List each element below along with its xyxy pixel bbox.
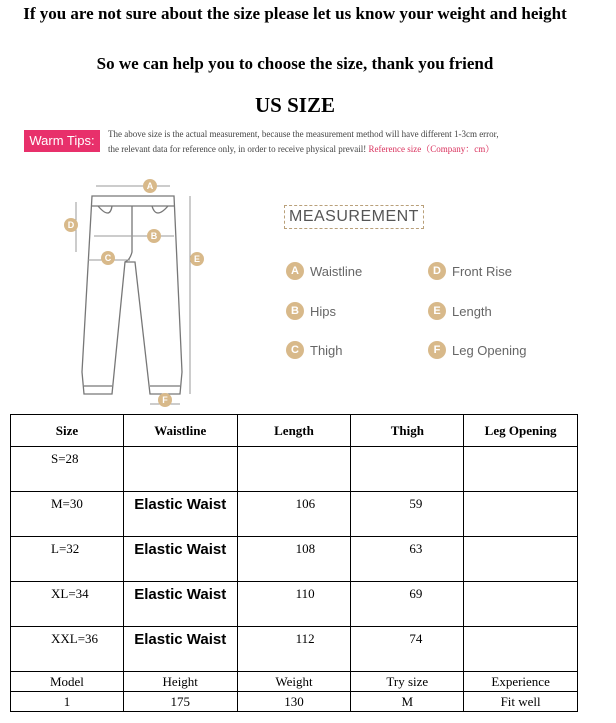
cell-leg — [464, 582, 578, 627]
legend-thigh — [286, 341, 343, 359]
experience-value: Fit well — [464, 692, 578, 712]
legend-waistline — [286, 262, 362, 280]
cell-size: S=28 — [11, 447, 124, 492]
cell-length: 112 — [237, 627, 351, 672]
size-table — [10, 414, 578, 712]
header-size: Size — [11, 415, 124, 447]
legend-dot-b: B — [286, 302, 304, 320]
legend-label-hips: Hips — [310, 303, 337, 319]
tips-line-2-text: the relevant data for reference only, in order to receive physical prevail! — [108, 144, 367, 154]
header-thigh: Thigh — [351, 415, 464, 447]
pants-pocket-left — [98, 206, 112, 213]
legend-dot-f: F — [428, 341, 446, 359]
cell-size: L=32 — [11, 537, 124, 582]
cell-size: XL=34 — [11, 582, 124, 627]
pants-pocket-right — [152, 206, 168, 213]
legend-dot-a: A — [286, 262, 304, 280]
tips-line-2 — [108, 142, 588, 157]
diagram-letter-f: F — [162, 395, 168, 405]
legend-leg-opening — [428, 341, 526, 359]
pants-fly — [125, 206, 132, 262]
height-value: 175 — [123, 692, 237, 712]
cell-leg — [464, 627, 578, 672]
us-size-title: US SIZE — [255, 93, 335, 117]
warm-tips-text — [108, 127, 588, 157]
legend-label-front-rise: Front Rise — [452, 263, 512, 279]
model-row — [11, 692, 578, 712]
weight-value: 130 — [237, 692, 351, 712]
legend-front-rise — [428, 262, 512, 280]
cell-size: M=30 — [11, 492, 124, 537]
tips-reference: Reference size（Company：cm） — [368, 144, 495, 154]
intro-line-1: If you are not sure about the size please let us know your weight and height — [23, 4, 567, 23]
height-header: Height — [123, 672, 237, 692]
cell-thigh: 63 — [351, 537, 464, 582]
cell-waist: Elastic Waist — [123, 492, 237, 537]
header-waistline: Waistline — [123, 415, 237, 447]
cell-size: XXL=36 — [11, 627, 124, 672]
diagram-letter-b: B — [150, 231, 158, 241]
cell-waist — [123, 447, 237, 492]
diagram-letter-e: E — [193, 254, 201, 264]
cell-length: 110 — [237, 582, 351, 627]
legend-hips — [286, 302, 336, 320]
try-size-header: Try size — [351, 672, 464, 692]
header-leg-opening: Leg Opening — [464, 415, 578, 447]
cell-thigh: 74 — [351, 627, 464, 672]
cell-waist: Elastic Waist — [123, 627, 237, 672]
cell-thigh: 59 — [351, 492, 464, 537]
legend-dot-e: E — [428, 302, 446, 320]
cell-leg — [464, 492, 578, 537]
tips-line-1: The above size is the actual measurement, because the measurement method will have different 1-3cm error, — [108, 129, 499, 139]
diagram-letter-a: A — [146, 181, 154, 191]
diagram-letter-d: D — [67, 220, 75, 230]
table-row — [11, 537, 578, 582]
table-row — [11, 447, 578, 492]
cell-leg — [464, 537, 578, 582]
table-header-row — [11, 415, 578, 447]
cell-length — [237, 447, 351, 492]
legend-label-length: Length — [452, 303, 492, 319]
cell-waist: Elastic Waist — [123, 537, 237, 582]
model-header: Model — [11, 672, 124, 692]
try-size-value: M — [351, 692, 464, 712]
table-row — [11, 627, 578, 672]
legend-label-waistline: Waistline — [310, 263, 363, 279]
cell-length: 108 — [237, 537, 351, 582]
legend-dot-c: C — [286, 341, 304, 359]
experience-header: Experience — [464, 672, 578, 692]
legend-label-thigh: Thigh — [310, 342, 343, 358]
diagram-letter-c: C — [104, 253, 112, 263]
model-value: 1 — [11, 692, 124, 712]
legend-label-leg-opening: Leg Opening — [452, 342, 527, 358]
table-row — [11, 582, 578, 627]
table-row — [11, 492, 578, 537]
pants-diagram — [40, 172, 220, 412]
cell-thigh — [351, 447, 464, 492]
cell-thigh: 69 — [351, 582, 464, 627]
cell-length: 106 — [237, 492, 351, 537]
legend-dot-d: D — [428, 262, 446, 280]
legend-length — [428, 302, 492, 320]
intro-line-2: So we can help you to choose the size, thank you friend — [96, 54, 494, 73]
measurement-title: MEASUREMENT — [284, 205, 424, 229]
model-header-row — [11, 672, 578, 692]
cell-waist: Elastic Waist — [123, 582, 237, 627]
weight-header: Weight — [237, 672, 351, 692]
cell-leg — [464, 447, 578, 492]
warm-tips-badge: Warm Tips: — [24, 130, 100, 152]
header-length: Length — [237, 415, 351, 447]
